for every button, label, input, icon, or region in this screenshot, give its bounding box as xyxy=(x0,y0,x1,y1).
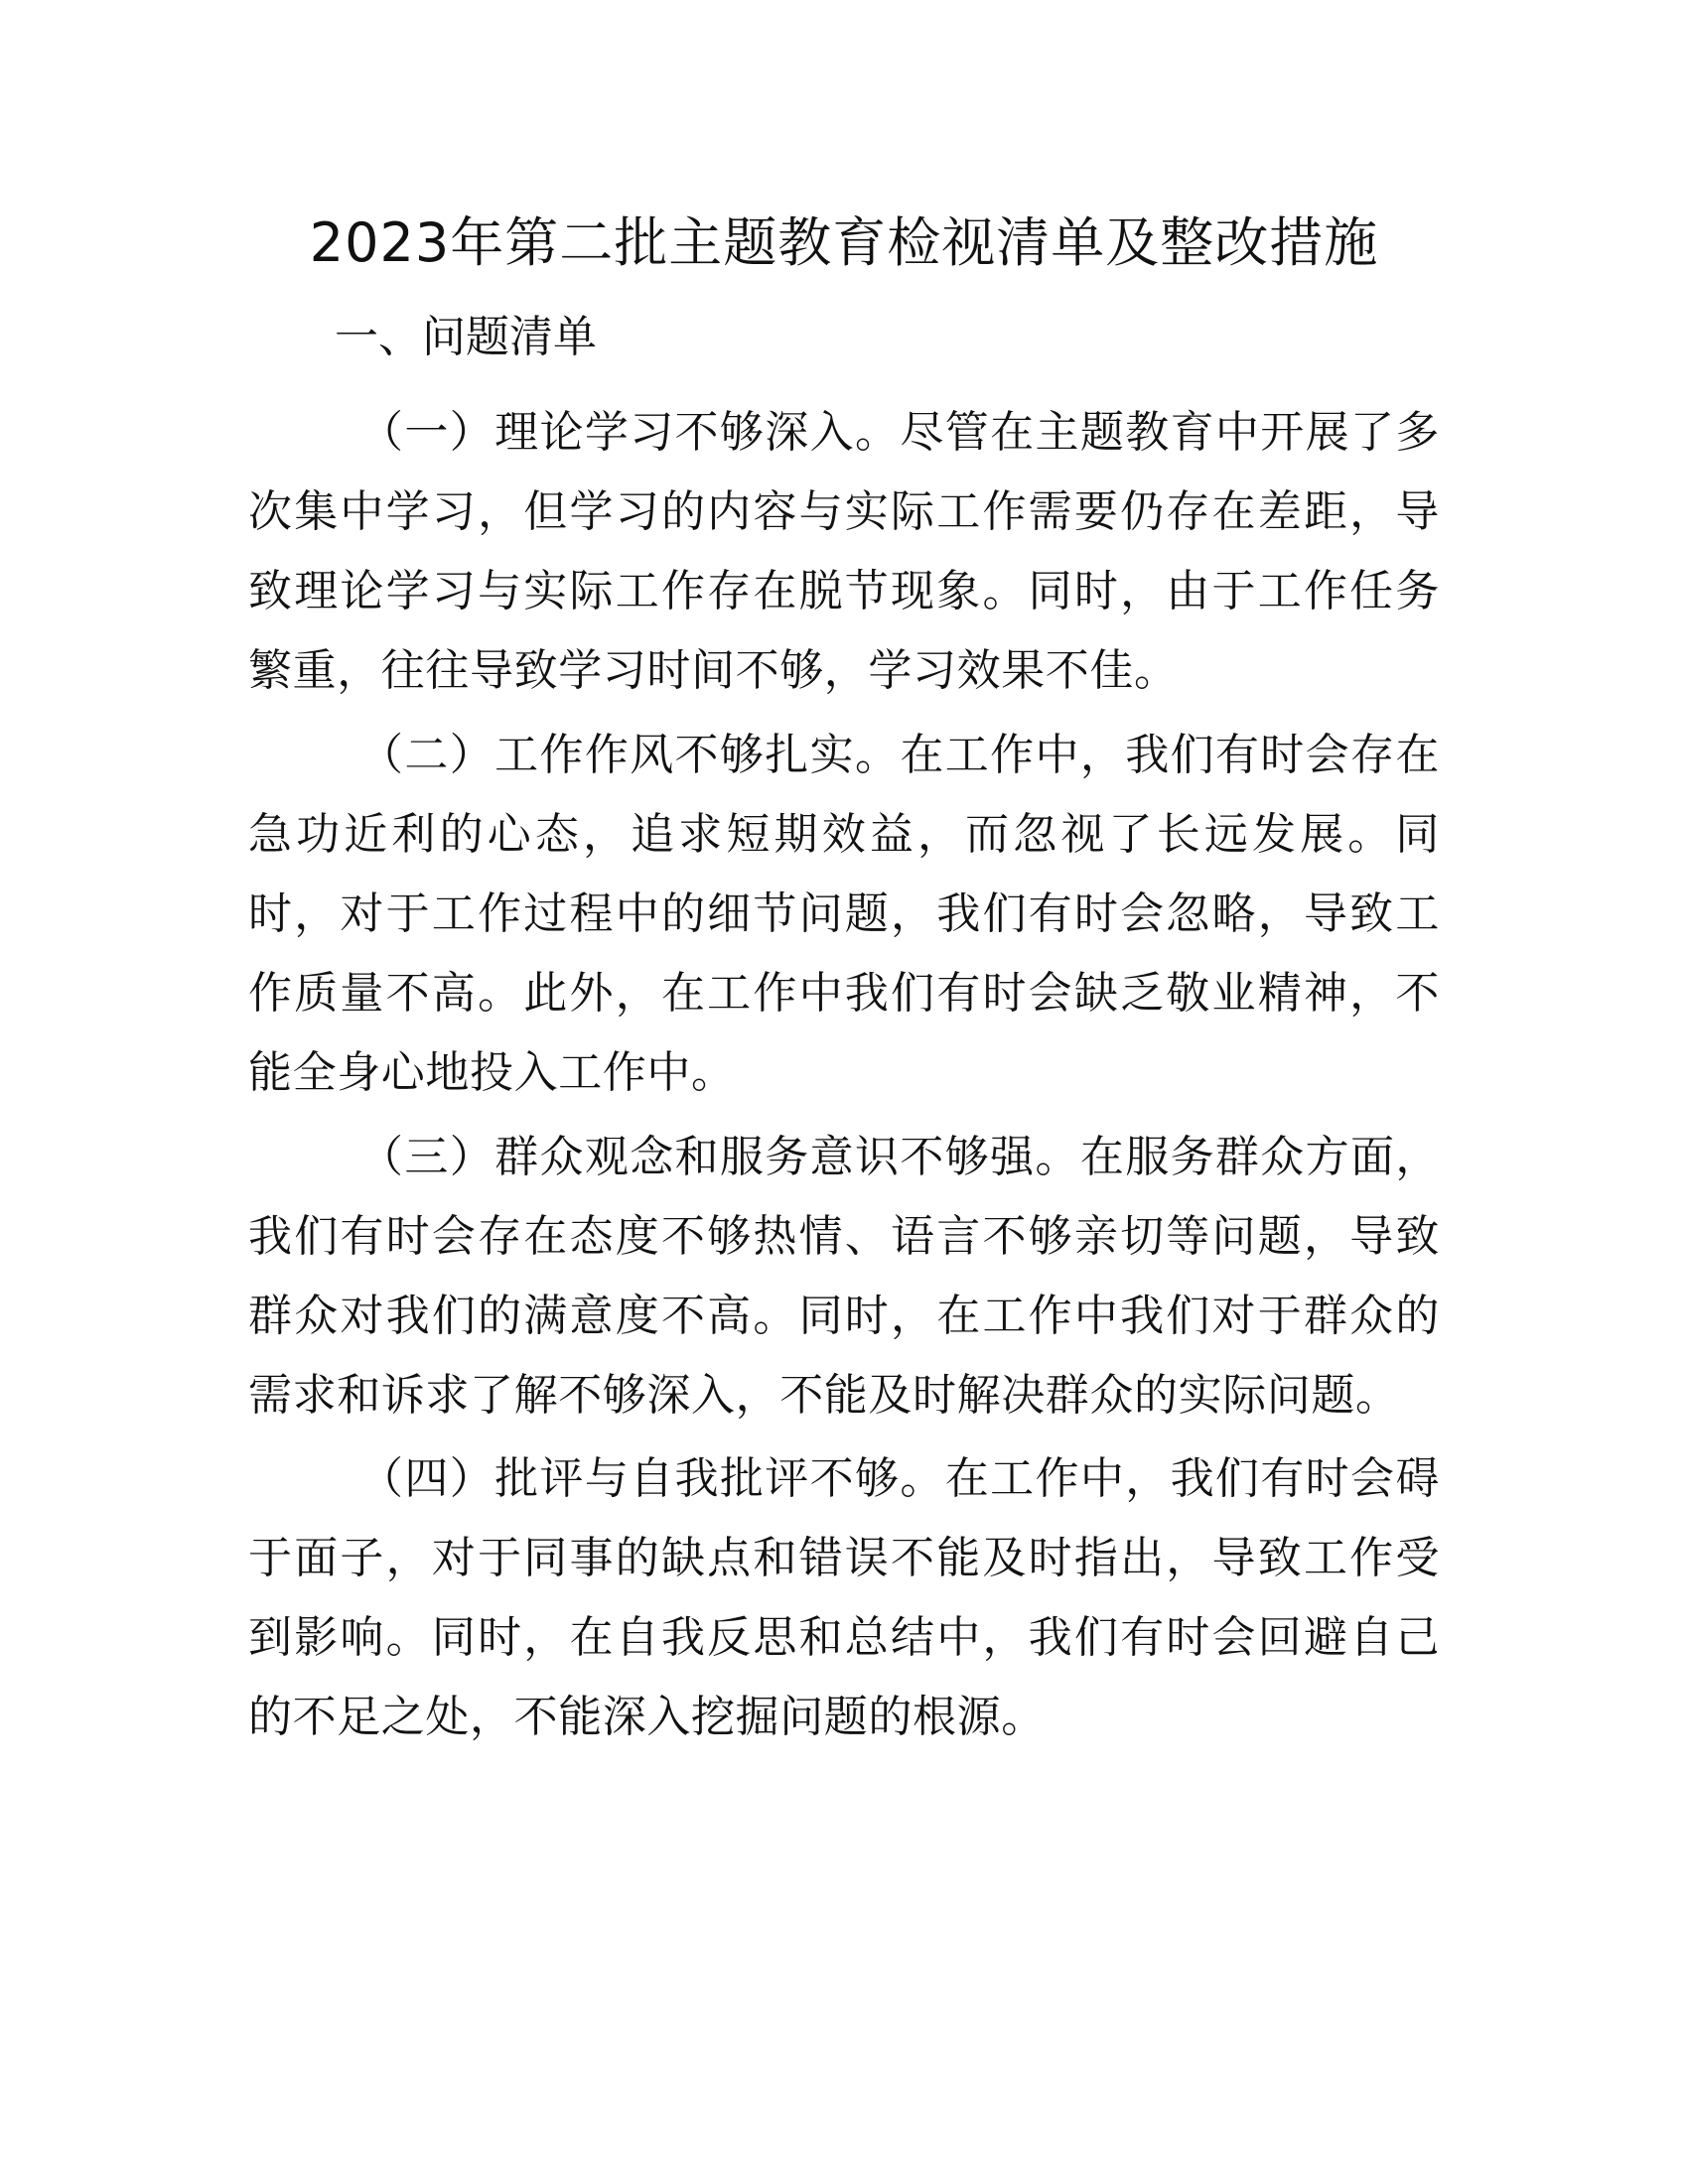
document-title: 2023年第二批主题教育检视清单及整改措施 xyxy=(309,211,1379,274)
paragraph-4: （四）批评与自我批评不够。在工作中，我们有时会碍于面子，对于同事的缺点和错误不能及时指出，导致工作受到影响。同时，在自我反思和总结中，我们有时会回避自己的不足之处，不能深入挖掘问题的根源。 xyxy=(248,1453,1440,1742)
section-heading: 一、问题清单 xyxy=(335,312,597,362)
paragraph-2: （二）工作作风不够扎实。在工作中，我们有时会存在急功近利的心态，追求短期效益，而忽视了长远发展。同时，对于工作过程中的细节问题，我们有时会忽略，导致工作质量不高。此外，在工作中我们有时会缺乏敬业精神，不能全身心地投入工作中。 xyxy=(248,730,1440,1098)
paragraph-3: （三）群众观念和服务意识不够强。在服务群众方面，我们有时会存在态度不够热情、语言不够亲切等问题，导致群众对我们的满意度不高。同时，在工作中我们对于群众的需求和诉求了解不够深入，不能及时解决群众的实际问题。 xyxy=(248,1132,1440,1421)
paragraph-1: （一）理论学习不够深入。尽管在主题教育中开展了多次集中学习，但学习的内容与实际工作需要仍存在差距，导致理论学习与实际工作存在脱节现象。同时，由于工作任务繁重，往往导致学习时间不够，学习效果不佳。 xyxy=(248,407,1440,696)
